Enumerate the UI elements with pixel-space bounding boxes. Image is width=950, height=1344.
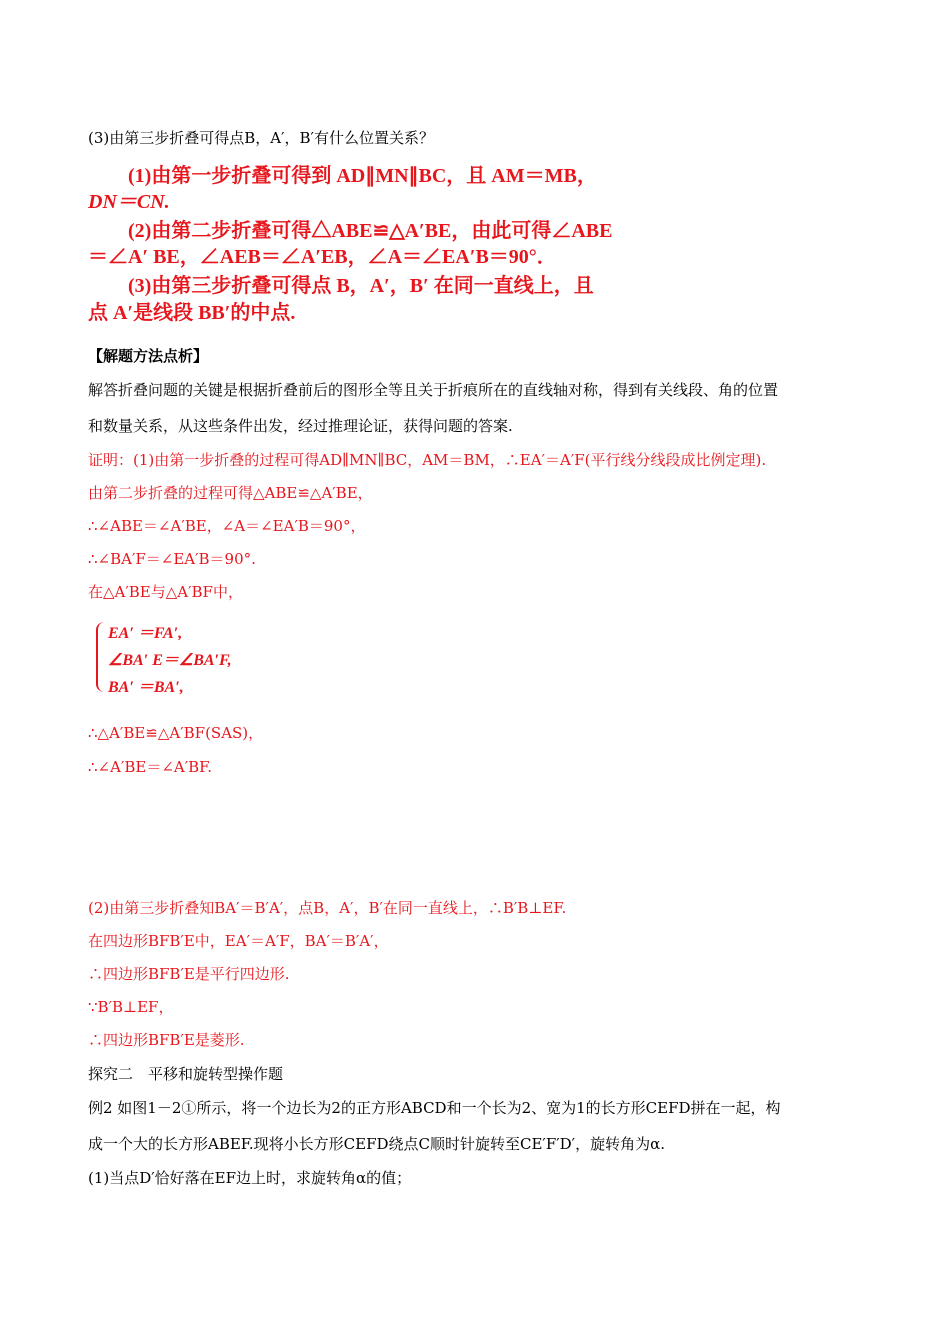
example2-question-1: (1)当点D′恰好落在EF边上时，求旋转角α的值； <box>88 1169 412 1187</box>
proof1-line-5: 在△A′BE与△A′BF中， <box>88 583 243 601</box>
proof2-line-1: (2)由第三步折叠知BA′＝B′A′，点B，A′，B′在同一直线上，∴B′B⊥EF. <box>88 899 567 917</box>
equation-system-brace <box>96 622 106 692</box>
answer-2-line-1: (2)由第二步折叠可得△ABE≌△A′BE，由此可得∠ABE <box>128 220 613 242</box>
method-line-1: 解答折叠问题的关键是根据折叠前后的图形全等且关于折痕所在的直线轴对称，得到有关线段、角的位置 <box>88 381 779 399</box>
proof1-line-7: ∴∠A′BE＝∠A′BF. <box>88 758 212 776</box>
equation-2: ∠BA′ E＝∠BA′F, <box>108 652 232 669</box>
question-3: (3)由第三步折叠可得点B，A′，B′有什么位置关系？ <box>88 129 434 147</box>
proof2-line-3: ∴四边形BFB′E是平行四边形. <box>88 965 290 983</box>
method-line-2: 和数量关系，从这些条件出发，经过推理论证，获得问题的答案. <box>88 417 513 435</box>
explore2-heading: 探究二 平移和旋转型操作题 <box>88 1065 284 1083</box>
answer-3-line-2: 点 A′是线段 BB′的中点. <box>88 302 296 324</box>
proof2-line-5: ∴四边形BFB′E是菱形. <box>88 1031 245 1049</box>
proof1-line-1: 证明：(1)由第一步折叠的过程可得AD∥MN∥BC，AM＝BM，∴EA′＝A′F(平行线分线段成比例定理). <box>88 451 767 469</box>
example2-line-2: 成一个大的长方形ABEF.现将小长方形CEFD绕点C顺时针旋转至CE′F′D′，旋转角为α. <box>88 1135 665 1153</box>
answer-1-line-1: (1)由第一步折叠可得到 AD∥MN∥BC，且 AM＝MB， <box>128 165 597 187</box>
example2-line-1: 例2 如图1－2①所示，将一个边长为2的正方形ABCD和一个长为2、宽为1的长方形CEFD拼在一起，构 <box>88 1099 781 1117</box>
proof1-line-6: ∴△A′BE≌△A′BF(SAS)， <box>88 724 264 742</box>
answer-2-line-2: ＝∠A′ BE，∠AEB＝∠A′EB，∠A＝∠EA′B＝90°． <box>88 246 557 268</box>
answer-1-line-2: DN＝CN. <box>88 191 170 213</box>
method-heading: 【解题方法点析】 <box>88 347 209 365</box>
proof2-line-2: 在四边形BFB′E中，EA′＝A′F，BA′＝B′A′， <box>88 932 389 950</box>
equation-3: BA′ ＝BA′, <box>108 679 184 696</box>
proof1-line-2: 由第二步折叠的过程可得△ABE≌△A′BE， <box>88 484 373 502</box>
proof1-line-3: ∴∠ABE＝∠A′BE，∠A＝∠EA′B＝90°， <box>88 517 366 535</box>
answer-3-line-1: (3)由第三步折叠可得点 B，A′，B′ 在同一直线上，且 <box>128 275 594 297</box>
proof2-line-4: ∵B′B⊥EF， <box>88 998 174 1016</box>
proof1-line-4: ∴∠BA′F＝∠EA′B＝90°. <box>88 550 256 568</box>
equation-1: EA′ ＝FA′, <box>108 625 183 642</box>
